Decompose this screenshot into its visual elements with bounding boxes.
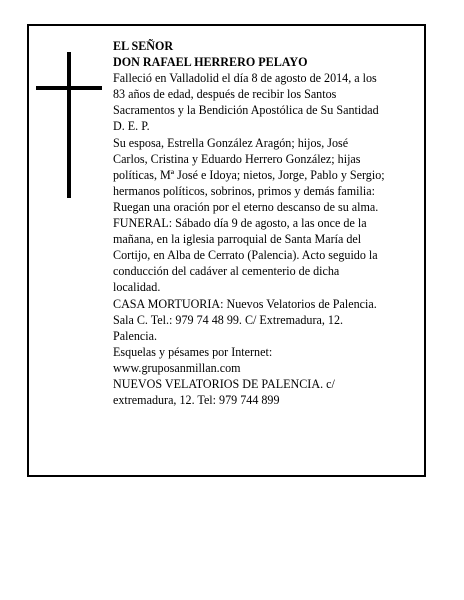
prayer-line: Ruegan una oración por el eterno descanso de su alma. bbox=[113, 199, 379, 214]
death-notice-line: Falleció en Valladolid el día 8 de agosto de 2014, a los bbox=[113, 71, 377, 86]
funeral-line: mañana, en la iglesia parroquial de Santa María del bbox=[113, 232, 362, 247]
funeral-home-line: CASA MORTUORIA: Nuevos Velatorios de Palencia. bbox=[113, 296, 377, 311]
funeral-home-line: Palencia. bbox=[113, 328, 157, 343]
rip-line: D. E. P. bbox=[113, 119, 150, 134]
contact-line: extremadura, 12. Tel: 979 744 899 bbox=[113, 393, 280, 408]
obituary-text bbox=[113, 38, 423, 408]
contact-line: NUEVOS VELATORIOS DE PALENCIA. c/ bbox=[113, 376, 335, 391]
family-line: hermanos políticos, sobrinos, primos y demás familia: bbox=[113, 183, 375, 198]
funeral-line: conducción del cadáver al cementerio de dicha bbox=[113, 264, 340, 279]
condolences-line: Esquelas y pésames por Internet: bbox=[113, 344, 273, 359]
cross-horizontal-bar bbox=[36, 86, 102, 90]
family-line: Su esposa, Estrella González Aragón; hijos, José bbox=[113, 135, 349, 150]
deceased-name: DON RAFAEL HERRERO PELAYO bbox=[113, 55, 308, 70]
funeral-home-line: Sala C. Tel.: 979 74 48 99. C/ Extremadura, 12. bbox=[113, 312, 344, 327]
title-line: EL SEÑOR bbox=[113, 39, 174, 53]
family-line: políticas, Mª José e Idoya; nietos, Jorge, Pablo y Sergio; bbox=[113, 167, 385, 182]
family-line: Carlos, Cristina y Eduardo Herrero González; hijas bbox=[113, 151, 361, 166]
funeral-line: FUNERAL: Sábado día 9 de agosto, a las once de la bbox=[113, 216, 367, 231]
cross-vertical-bar bbox=[67, 52, 71, 198]
death-notice-line: Sacramentos y la Bendición Apostólica de Su Santidad bbox=[113, 103, 379, 118]
funeral-line: Cortijo, en Alba de Cerrato (Palencia). Acto seguido la bbox=[113, 248, 378, 263]
death-notice-line: 83 años de edad, después de recibir los Santos bbox=[113, 87, 337, 102]
website-line: www.gruposanmillan.com bbox=[113, 360, 241, 375]
funeral-line: localidad. bbox=[113, 280, 161, 295]
